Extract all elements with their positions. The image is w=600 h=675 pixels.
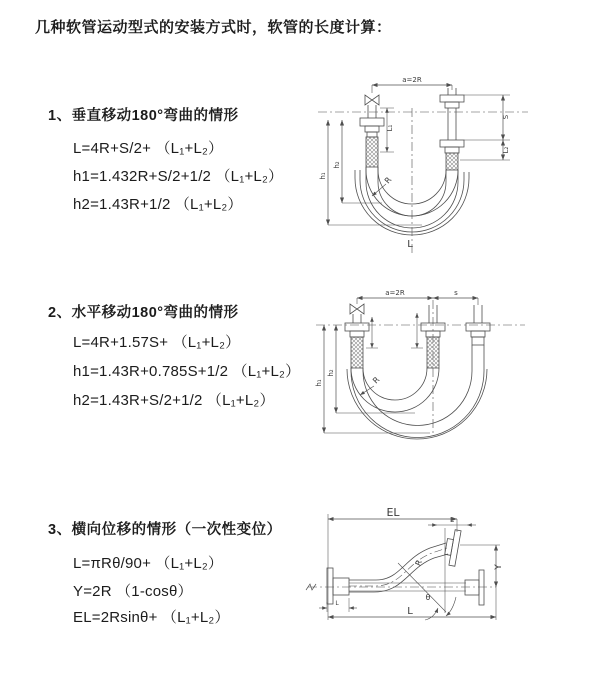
label-l1: L₁ <box>386 124 394 132</box>
radius-leader <box>372 184 386 196</box>
dim-a2r <box>357 298 478 305</box>
label-a2r: a=2R <box>402 76 422 84</box>
left-flange <box>327 568 349 604</box>
section-3-heading: 3、横向位移的情形（一次性变位） <box>48 522 282 538</box>
label-el: EL <box>386 506 400 519</box>
hose-u-arcs <box>347 345 487 439</box>
tilted-flange <box>443 529 461 567</box>
label-a2r: a=2R <box>385 289 405 297</box>
section-2 <box>48 301 348 409</box>
braided-hose-left <box>366 137 378 167</box>
section-1 <box>48 104 348 213</box>
diagram-lateral-displacement <box>300 500 595 660</box>
label-l: L <box>407 239 413 250</box>
radius-line <box>398 563 446 612</box>
valve-icon <box>365 95 379 105</box>
diagram-horizontal-u-bend <box>310 285 590 460</box>
section-1-formula-h2: h2=1.43R+1/2 （L₁+L₂） <box>73 196 243 213</box>
label-l2-top: L <box>450 516 454 524</box>
section-2-formula-h1: h1=1.43R+0.785S+1/2 （L₁+L₂） <box>73 363 301 380</box>
label-s: s <box>454 289 458 297</box>
label-h1: h₁ <box>319 172 327 180</box>
dim-el <box>328 514 457 620</box>
dim-a2r <box>372 85 452 93</box>
section-2-formula-L: L=4R+1.57S+ （L₁+L₂） <box>73 334 241 351</box>
dim-h2 <box>336 325 415 413</box>
page-title: 几种软管运动型式的安装方式时，软管的长度计算： <box>35 19 392 36</box>
section-3-formula-EL: EL=2Rsinθ+ （L₁+L₂） <box>73 609 230 626</box>
braided-hose-middle <box>427 337 439 368</box>
section-1-formula-L: L=4R+S/2+ （L₁+L₂） <box>73 140 224 157</box>
dim-y <box>460 545 500 620</box>
braided-hose-left <box>351 337 363 368</box>
label-y: Y <box>494 564 504 570</box>
label-h2: h₂ <box>327 369 335 377</box>
label-s: S <box>502 114 510 120</box>
left-pipe <box>345 314 369 368</box>
section-1-heading: 1、垂直移动180°弯曲的情形 <box>48 108 239 124</box>
label-h2: h₂ <box>333 161 341 169</box>
label-r: R <box>413 558 424 568</box>
right-pipe <box>440 88 464 170</box>
section-3-formula-Y: Y=2R （1-cosθ） <box>73 583 193 600</box>
section-2-formula-h2: h2=1.43R+S/2+1/2 （L₁+L₂） <box>73 392 275 409</box>
section-3-formula-L: L=πRθ/90+ （L₁+L₂） <box>73 555 224 572</box>
braided-hose-right <box>446 153 458 170</box>
section-2-heading: 2、水平移动180°弯曲的情形 <box>48 305 239 321</box>
label-l2: L₂ <box>502 146 510 154</box>
label-r: R <box>371 375 382 386</box>
s-curve-hose <box>349 543 448 592</box>
section-1-formula-h1: h1=1.432R+S/2+1/2 （L₁+L₂） <box>73 168 284 185</box>
label-r: R <box>382 175 394 186</box>
label-theta: θ <box>425 593 431 602</box>
ghost-straight-hose <box>349 570 484 605</box>
diagram-vertical-u-bend <box>310 70 590 265</box>
label-l-bottom: L <box>407 606 413 617</box>
left-pipe <box>360 105 384 167</box>
valve-icon <box>350 304 364 314</box>
label-h1: h₁ <box>315 379 323 387</box>
dim-fitting-left <box>366 317 378 348</box>
label-l1-left: L <box>335 600 339 607</box>
